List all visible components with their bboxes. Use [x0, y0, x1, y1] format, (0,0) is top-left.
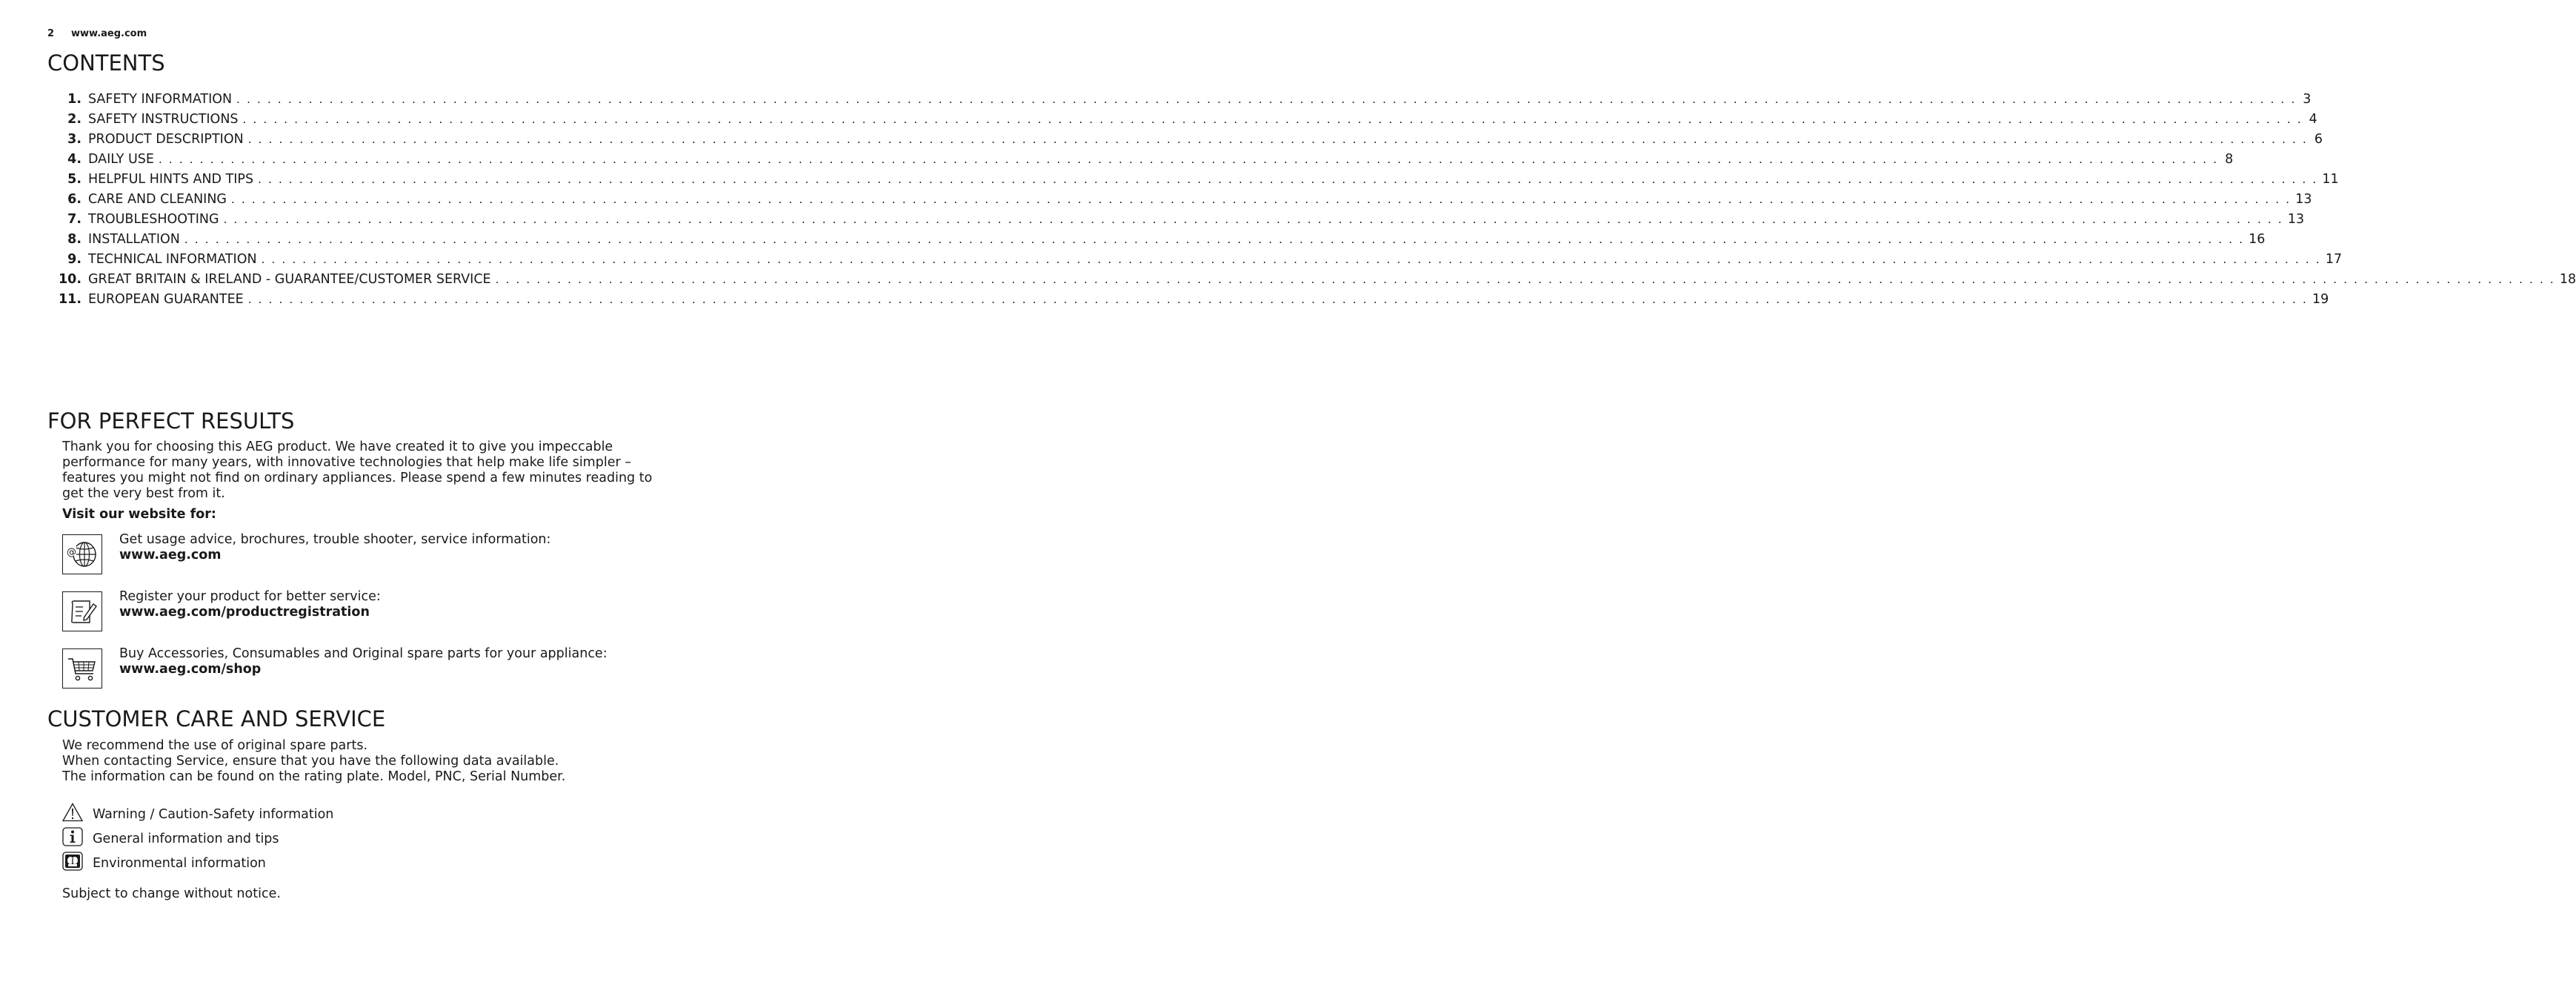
toc-row[interactable] [47, 169, 2339, 189]
customer-care-title: CUSTOMER CARE AND SERVICE [47, 706, 386, 731]
toc-number: 5. [67, 171, 81, 187]
toc-leader: . . . . . . . . . . . . . . . . . . . . . . . . . . . . . . . . . . . . . . . . . . . . . . . . . . . . . . . . . . . . . . . . . . . . . . . . . . . . . . . . . . . . . . . . . . . . . . . . . . . . . . . . . . . . . . . . . . . . . . . . . . . . . . . . . . . . . . . . . . . . . . . . . . . . . . . . . . . . . . . . . . . . . . . . . . . . . . . . . . . . . . . . . . . . . . . . . . . . . . . . [242, 112, 2303, 126]
toc-row[interactable] [47, 209, 2305, 229]
toc-number: 9. [67, 251, 81, 267]
warning-icon [62, 803, 83, 822]
registration-link-item [62, 591, 670, 633]
toc-row[interactable] [47, 269, 2576, 289]
toc-page: 17 [2325, 251, 2343, 267]
toc-label: PRODUCT DESCRIPTION [88, 131, 244, 147]
toc-label: TECHNICAL INFORMATION [88, 251, 257, 267]
toc-label: SAFETY INSTRUCTIONS [88, 111, 239, 127]
care-line: The information can be found on the rating plate. Model, PNC, Serial Number. [62, 769, 566, 784]
visit-website-label: Visit our website for: [62, 507, 216, 522]
toc-number: 11. [58, 291, 81, 307]
toc-leader: . . . . . . . . . . . . . . . . . . . . . . . . . . . . . . . . . . . . . . . . . . . . . . . . . . . . . . . . . . . . . . . . . . . . . . . . . . . . . . . . . . . . . . . . . . . . . . . . . . . . . . . . . . . . . . . . . . . . . . . . . . . . . . . . . . . . . . . . . . . . . . . . . . . . . . . . . . . . . . . . . . . . . . . . . . . . . . . . . . . . . . . . . . . . . . . . . . . . . . . . [158, 152, 2219, 166]
toc-label: GREAT BRITAIN & IRELAND - GUARANTEE/CUSTOMER SERVICE [88, 271, 491, 287]
toc-number: 4. [67, 151, 81, 167]
toc-leader: . . . . . . . . . . . . . . . . . . . . . . . . . . . . . . . . . . . . . . . . . . . . . . . . . . . . . . . . . . . . . . . . . . . . . . . . . . . . . . . . . . . . . . . . . . . . . . . . . . . . . . . . . . . . . . . . . . . . . . . . . . . . . . . . . . . . . . . . . . . . . . . . . . . . . . . . . . . . . . . . . . . . . . . . . . . . . . . . . . . . . . . . . . . . . . . . . . . . . . . . [247, 292, 2308, 306]
registration-link-text [119, 589, 381, 620]
contents-title: CONTENTS [47, 50, 165, 76]
toc-label: INSTALLATION [88, 231, 180, 247]
registration-link-url[interactable]: www.aeg.com/productregistration [119, 605, 370, 620]
page-number: 2 [47, 28, 55, 39]
environment-icon [62, 852, 83, 871]
toc-number: 6. [67, 191, 81, 207]
legend-info-text: General information and tips [93, 832, 279, 846]
toc-label: HELPFUL HINTS AND TIPS [88, 171, 254, 187]
svg-text:@: @ [67, 547, 76, 558]
registration-pencil-icon [62, 591, 102, 631]
toc-leader: . . . . . . . . . . . . . . . . . . . . . . . . . . . . . . . . . . . . . . . . . . . . . . . . . . . . . . . . . . . . . . . . . . . . . . . . . . . . . . . . . . . . . . . . . . . . . . . . . . . . . . . . . . . . . . . . . . . . . . . . . . . . . . . . . . . . . . . . . . . . . . . . . . . . . . . . . . . . . . . . . . . . . . . . . . . . . . . . . . . . . . . . . . . . . . . . . . . . . . . . [247, 132, 2308, 146]
shop-link-description: Buy Accessories, Consumables and Original spare parts for your appliance: [119, 646, 608, 661]
toc-page: 16 [2249, 231, 2266, 247]
toc-leader: . . . . . . . . . . . . . . . . . . . . . . . . . . . . . . . . . . . . . . . . . . . . . . . . . . . . . . . . . . . . . . . . . . . . . . . . . . . . . . . . . . . . . . . . . . . . . . . . . . . . . . . . . . . . . . . . . . . . . . . . . . . . . . . . . . . . . . . . . . . . . . . . . . . . . . . . . . . . . . . . . . . . . . . . . . . . . . . . . . . . . . . . . . . . . . . . . . . . . . . . [495, 272, 2555, 286]
toc-number: 2. [67, 111, 81, 127]
toc-number: 7. [67, 211, 81, 227]
toc-leader: . . . . . . . . . . . . . . . . . . . . . . . . . . . . . . . . . . . . . . . . . . . . . . . . . . . . . . . . . . . . . . . . . . . . . . . . . . . . . . . . . . . . . . . . . . . . . . . . . . . . . . . . . . . . . . . . . . . . . . . . . . . . . . . . . . . . . . . . . . . . . . . . . . . . . . . . . . . . . . . . . . . . . . . . . . . . . . . . . . . . . . . . . . . . . . . . . . . . . . . . [236, 92, 2297, 106]
toc-row[interactable] [47, 89, 2312, 109]
toc-leader: . . . . . . . . . . . . . . . . . . . . . . . . . . . . . . . . . . . . . . . . . . . . . . . . . . . . . . . . . . . . . . . . . . . . . . . . . . . . . . . . . . . . . . . . . . . . . . . . . . . . . . . . . . . . . . . . . . . . . . . . . . . . . . . . . . . . . . . . . . . . . . . . . . . . . . . . . . . . . . . . . . . . . . . . . . . . . . . . . . . . . . . . . . . . . . . . . . . . . . . . [184, 232, 2245, 246]
website-link-description: Get usage advice, brochures, trouble shooter, service information: [119, 532, 551, 547]
toc-number: 8. [67, 231, 81, 247]
registration-link-description: Register your product for better service: [119, 589, 381, 604]
toc-label: CARE AND CLEANING [88, 191, 227, 207]
legend-warning-text: Warning / Caution-Safety information [93, 807, 334, 822]
legend-environment-text: Environmental information [93, 856, 266, 871]
toc-page: 18 [2559, 271, 2576, 287]
toc-label: SAFETY INFORMATION [88, 91, 233, 107]
legend-warning [62, 803, 507, 825]
legend-environment [62, 852, 507, 874]
toc-leader: . . . . . . . . . . . . . . . . . . . . . . . . . . . . . . . . . . . . . . . . . . . . . . . . . . . . . . . . . . . . . . . . . . . . . . . . . . . . . . . . . . . . . . . . . . . . . . . . . . . . . . . . . . . . . . . . . . . . . . . . . . . . . . . . . . . . . . . . . . . . . . . . . . . . . . . . . . . . . . . . . . . . . . . . . . . . . . . . . . . . . . . . . . . . . . . . . . . . . . . . [258, 172, 2318, 186]
toc-page: 13 [2287, 211, 2305, 227]
toc-page: 3 [2303, 91, 2312, 107]
shop-link-text [119, 646, 608, 677]
toc-row[interactable] [47, 109, 2317, 129]
toc-page: 13 [2295, 191, 2312, 207]
toc-row[interactable] [47, 189, 2312, 209]
toc-leader: . . . . . . . . . . . . . . . . . . . . . . . . . . . . . . . . . . . . . . . . . . . . . . . . . . . . . . . . . . . . . . . . . . . . . . . . . . . . . . . . . . . . . . . . . . . . . . . . . . . . . . . . . . . . . . . . . . . . . . . . . . . . . . . . . . . . . . . . . . . . . . . . . . . . . . . . . . . . . . . . . . . . . . . . . . . . . . . . . . . . . . . . . . . . . . . . . . . . . . . . [261, 252, 2321, 266]
website-link-url[interactable]: www.aeg.com [119, 548, 222, 563]
toc-page: 8 [2225, 151, 2234, 167]
toc-number: 10. [58, 271, 81, 287]
toc-row[interactable] [47, 289, 2329, 309]
toc-row[interactable] [47, 229, 2266, 249]
toc-label: EUROPEAN GUARANTEE [88, 291, 244, 307]
toc-page: 19 [2312, 291, 2329, 307]
perfect-results-title: FOR PERFECT RESULTS [47, 408, 295, 434]
change-notice: Subject to change without notice. [62, 886, 281, 901]
toc-page: 4 [2309, 111, 2317, 127]
shopping-cart-icon [62, 648, 102, 689]
header-website[interactable]: www.aeg.com [71, 28, 147, 39]
toc-number: 1. [67, 91, 81, 107]
customer-care-text [62, 738, 670, 785]
toc-leader: . . . . . . . . . . . . . . . . . . . . . . . . . . . . . . . . . . . . . . . . . . . . . . . . . . . . . . . . . . . . . . . . . . . . . . . . . . . . . . . . . . . . . . . . . . . . . . . . . . . . . . . . . . . . . . . . . . . . . . . . . . . . . . . . . . . . . . . . . . . . . . . . . . . . . . . . . . . . . . . . . . . . . . . . . . . . . . . . . . . . . . . . . . . . . . . . . . . . . . . . [230, 192, 2292, 206]
intro-paragraph: Thank you for choosing this AEG product. We have created it to give you impeccable performance for many years, with innovative technologies that help make life simpler – features you might not find on ordinary appliances. Please spend a few minutes reading to get the very best from it. [62, 439, 653, 501]
toc-leader: . . . . . . . . . . . . . . . . . . . . . . . . . . . . . . . . . . . . . . . . . . . . . . . . . . . . . . . . . . . . . . . . . . . . . . . . . . . . . . . . . . . . . . . . . . . . . . . . . . . . . . . . . . . . . . . . . . . . . . . . . . . . . . . . . . . . . . . . . . . . . . . . . . . . . . . . . . . . . . . . . . . . . . . . . . . . . . . . . . . . . . . . . . . . . . . . . . . . . . . . [223, 212, 2283, 226]
page-header [47, 28, 147, 39]
legend-info [62, 827, 507, 849]
website-link-text [119, 532, 550, 563]
toc-page: 6 [2314, 131, 2323, 147]
care-line: When contacting Service, ensure that you have the following data available. [62, 754, 559, 769]
toc-row[interactable] [47, 129, 2323, 149]
toc-label: TROUBLESHOOTING [88, 211, 219, 227]
toc-row[interactable] [47, 149, 2234, 169]
toc-label: DAILY USE [88, 151, 154, 167]
table-of-contents [47, 89, 2576, 309]
shop-link-url[interactable]: www.aeg.com/shop [119, 662, 262, 677]
website-link-item [62, 534, 670, 576]
info-icon [62, 827, 83, 846]
toc-row[interactable] [47, 249, 2343, 269]
shop-link-item [62, 648, 670, 690]
globe-at-icon [62, 534, 102, 574]
toc-page: 11 [2322, 171, 2339, 187]
toc-number: 3. [67, 131, 81, 147]
care-line: We recommend the use of original spare parts. [62, 738, 368, 753]
